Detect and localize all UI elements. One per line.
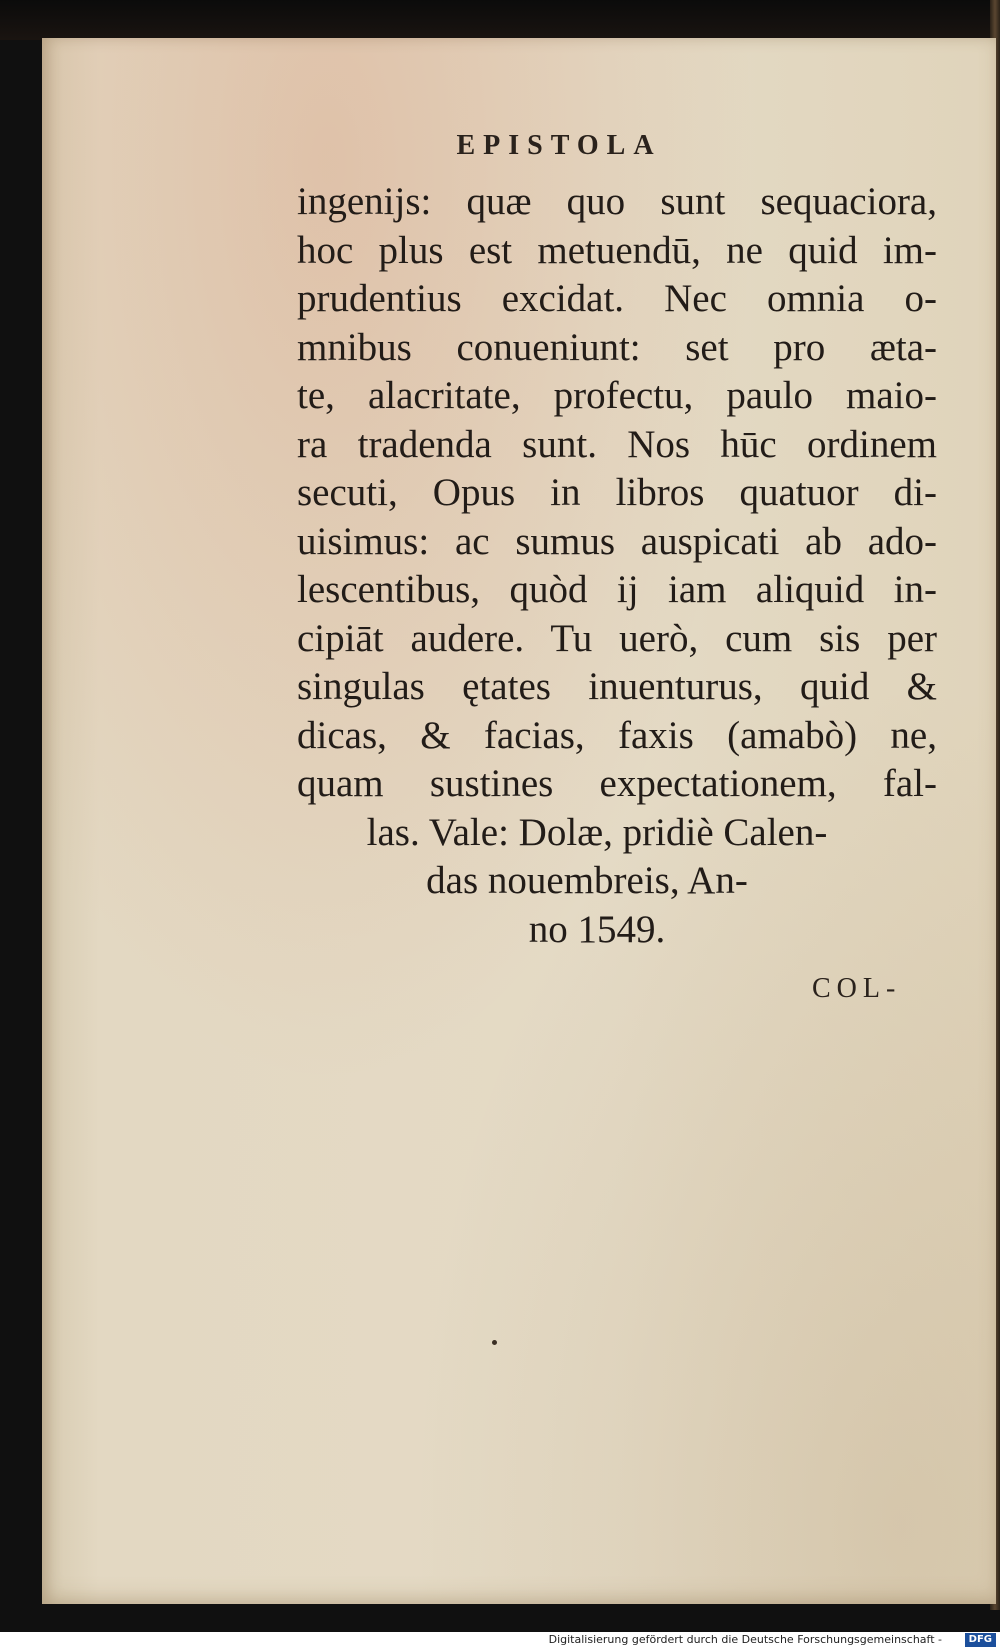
paper-speck xyxy=(492,1340,497,1345)
text-line: ra tradenda sunt. Nos hūc ordinem xyxy=(297,422,937,466)
text-line: ingenijs: quæ quo sunt sequaciora, xyxy=(297,180,937,223)
text-line: uisimus: ac sumus auspicati ab ado- xyxy=(297,519,937,563)
text-line: no 1549. xyxy=(528,907,666,951)
text-line: singulas ętates inuenturus, quid & xyxy=(297,665,937,708)
body-text xyxy=(297,178,937,954)
dfg-logo: DFG xyxy=(965,1633,996,1647)
text-line: dicas, & facias, faxis (amabò) ne, xyxy=(297,713,937,757)
text-line: secuti, Opus in libros quatuor di- xyxy=(297,471,937,514)
text-line: das nouembreis, An- xyxy=(426,859,748,902)
catchword: COL- xyxy=(812,973,902,1004)
text-line: prudentius excidat. Nec omnia o- xyxy=(297,277,937,320)
text-line: quam sustines expectationem, fal- xyxy=(297,762,937,805)
text-line: hoc plus est metuendū, ne quid im- xyxy=(297,228,937,272)
scan-background-top xyxy=(0,0,1000,40)
digitization-credit: Digitalisierung gefördert durch die Deutsche Forschungsgemeinschaft - xyxy=(548,1633,942,1646)
text-line: cipiāt audere. Tu uerò, cum sis per xyxy=(297,616,937,660)
book-page xyxy=(42,38,996,1604)
text-line: te, alacritate, profectu, paulo maio- xyxy=(297,374,937,417)
text-line: las. Vale: Dolæ, pridiè Calen- xyxy=(366,810,828,854)
text-line: mnibus conueniunt: set pro æta- xyxy=(297,325,937,369)
text-line: lescentibus, quòd ij iam aliquid in- xyxy=(297,568,937,611)
running-head: EPISTOLA xyxy=(456,130,662,161)
